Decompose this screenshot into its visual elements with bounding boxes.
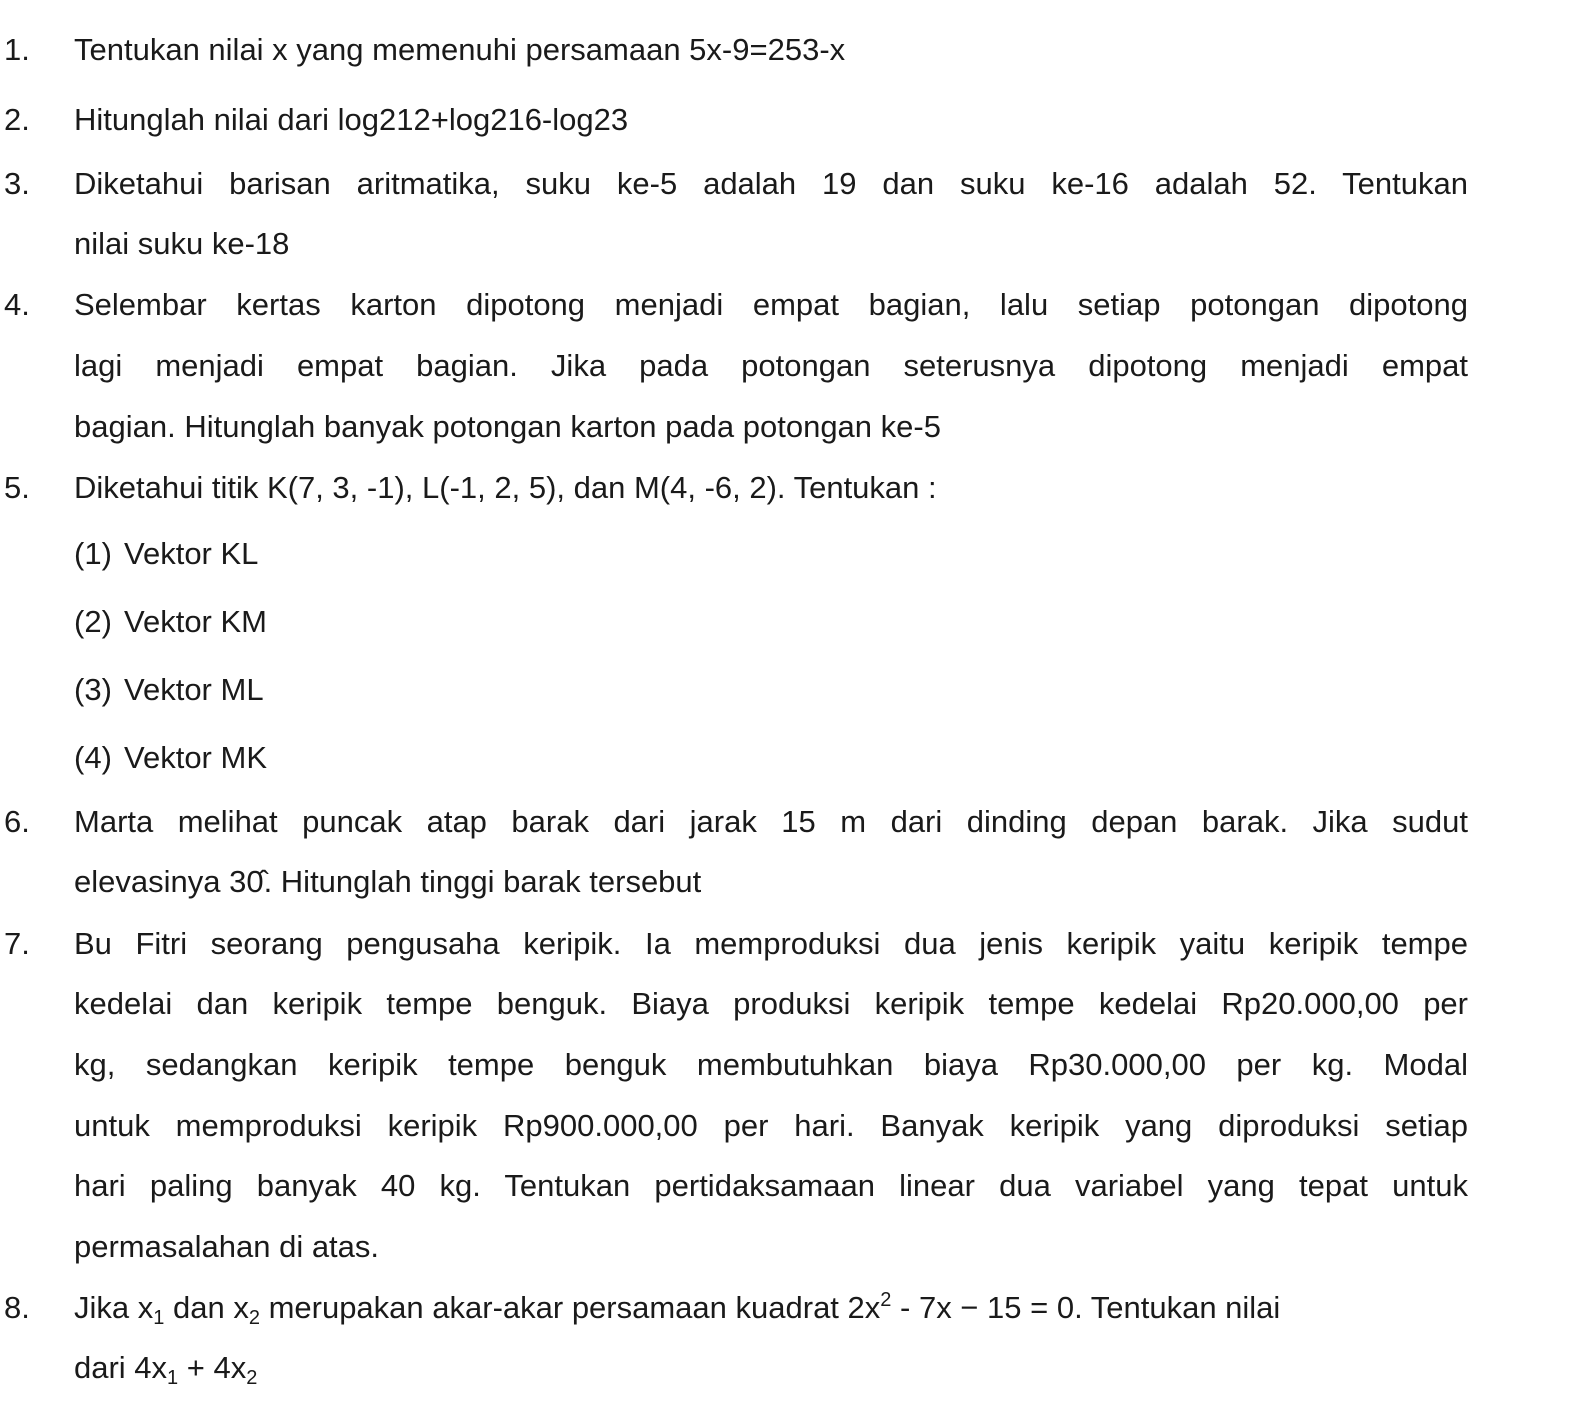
question-text: hari paling banyak 40 kg. Tentukan pertidaksamaan linear dua variabel yang tepat untuk	[74, 1168, 1468, 1203]
question-text: nilai suku ke-18	[74, 226, 290, 261]
question-text: elevasinya 30̂. Hitunglah tinggi barak tersebut	[74, 864, 702, 899]
question-number: 3.	[4, 166, 30, 201]
question-text: untuk memproduksi keripik Rp900.000,00 per hari. Banyak keripik yang diproduksi setiap	[74, 1108, 1468, 1143]
question-text: dari $4x_1 + 4x_2$	[74, 1350, 258, 1389]
sub-item-label: (3)	[74, 672, 112, 707]
question-text	[74, 1288, 1468, 1328]
question-number: 1.	[4, 32, 30, 67]
question-number: 8.	[4, 1290, 30, 1325]
question-number: 2.	[4, 102, 30, 137]
question-text: Bu Fitri seorang pengusaha keripik. Ia memproduksi dua jenis keripik yaitu keripik tempe	[74, 926, 1468, 961]
question-number: 7.	[4, 926, 30, 961]
question-text: Marta melihat puncak atap barak dari jarak 15 m dari dinding depan barak. Jika sudut	[74, 804, 1468, 839]
question-text: kedelai dan keripik tempe benguk. Biaya produksi keripik tempe kedelai Rp20.000,00 per	[74, 986, 1468, 1021]
question-number: 6.	[4, 804, 30, 839]
sub-item-label: (2)	[74, 604, 112, 639]
sub-item-label: (4)	[74, 740, 112, 775]
question-text-segment: Jika $x_1$ dan $x_2$ merupakan akar-akar persamaan kuadrat $2x^2 - 7x - 15 = 0$. Tentukan nilai	[74, 1289, 1281, 1329]
sub-item-text: Vektor KM	[124, 604, 267, 639]
sub-item-text: Vektor ML	[124, 672, 264, 707]
question-text: kg, sedangkan keripik tempe benguk membutuhkan biaya Rp30.000,00 per kg. Modal	[74, 1047, 1468, 1082]
question-text: Tentukan nilai x yang memenuhi persamaan 5x-9=253-x	[74, 32, 846, 67]
sub-item	[74, 670, 264, 710]
sub-item	[74, 534, 258, 574]
question-text: lagi menjadi empat bagian. Jika pada potongan seterusnya dipotong menjadi empat	[74, 348, 1468, 383]
question-text: Diketahui titik K(7, 3, -1), L(-1, 2, 5), dan M(4, -6, 2). Tentukan :	[74, 470, 937, 505]
question-text: bagian. Hitunglah banyak potongan karton pada potongan ke-5	[74, 409, 941, 444]
sub-item-text: Vektor KL	[124, 536, 259, 571]
sub-item	[74, 602, 267, 642]
question-text: Hitunglah nilai dari log212+log216-log23	[74, 102, 629, 137]
question-text: Diketahui barisan aritmatika, suku ke-5 adalah 19 dan suku ke-16 adalah 52. Tentukan	[74, 166, 1468, 201]
sub-item-text: Vektor MK	[124, 740, 267, 775]
question-text: permasalahan di atas.	[74, 1229, 380, 1264]
sub-item	[74, 738, 267, 778]
question-number: 4.	[4, 287, 30, 322]
question-number: 5.	[4, 470, 30, 505]
question-text: Selembar kertas karton dipotong menjadi empat bagian, lalu setiap potongan dipotong	[74, 287, 1468, 322]
sub-item-label: (1)	[74, 536, 112, 571]
